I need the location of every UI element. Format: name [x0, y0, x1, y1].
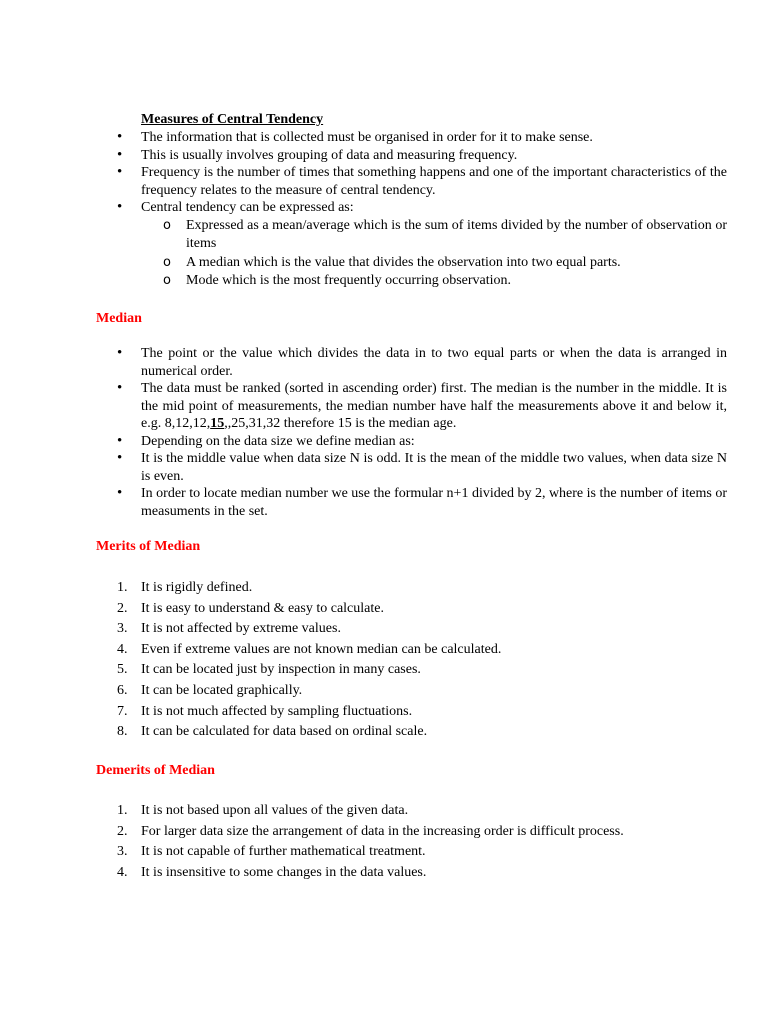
- median-heading: Median: [96, 311, 142, 326]
- list-item: • In order to locate median number we use the formular n+1 divided by 2, where is the number of items or measuments in the set.: [141, 485, 727, 520]
- list-item-text: It is not affected by extreme values.: [141, 621, 341, 637]
- list-item: • Depending on the data size we define median as:: [141, 433, 727, 451]
- list-item: • The point or the value which divides the data in to two equal parts or when the data is arranged in numerical order.: [141, 345, 727, 380]
- list-item: [117, 599, 727, 620]
- list-item-text: It is not based upon all values of the given data.: [141, 803, 409, 818]
- median-example-text-after: ,,25,31,32 therefore 15 is the median age.: [224, 416, 457, 431]
- list-item: o A median which is the value that divides the observation into two equal parts.: [186, 254, 727, 273]
- list-number: 8.: [117, 724, 128, 740]
- list-item-text: It can be calculated for data based on ordinal scale.: [141, 724, 428, 740]
- list-item: o Expressed as a mean/average which is the sum of items divided by the number of observation or items: [186, 217, 727, 254]
- list-item: [117, 863, 727, 884]
- list-item: • Frequency is the number of times that something happens and one of the important characteristics of the frequency relates to the measure of central tendency.: [141, 164, 727, 199]
- list-number: 7.: [117, 703, 128, 719]
- list-number: 5.: [117, 662, 128, 678]
- list-number: 1.: [117, 803, 128, 818]
- list-item: [141, 199, 727, 291]
- list-number: 2.: [117, 600, 128, 616]
- list-number: 3.: [117, 621, 128, 637]
- list-item-text: Central tendency can be expressed as:: [141, 200, 354, 215]
- list-item-text: It is rigidly defined.: [141, 580, 253, 595]
- list-item: [117, 681, 727, 702]
- list-item: [117, 640, 727, 661]
- central-tendency-forms-list: [141, 217, 727, 291]
- median-bullet-list: [141, 345, 727, 520]
- list-item: [117, 801, 727, 822]
- list-number: 4.: [117, 864, 128, 880]
- list-item: o Mode which is the most frequently occurring observation.: [186, 272, 727, 291]
- list-item: • This is usually involves grouping of data and measuring frequency.: [141, 147, 727, 165]
- list-number: 3.: [117, 844, 128, 860]
- list-item-text: It is easy to understand & easy to calculate.: [141, 600, 384, 616]
- list-item: [117, 619, 727, 640]
- demerits-list: [117, 801, 727, 883]
- list-item-text: It can be located graphically.: [141, 682, 303, 698]
- list-item: [117, 722, 727, 743]
- list-item: [117, 822, 727, 843]
- list-number: 2.: [117, 823, 128, 839]
- intro-bullet-list: [141, 129, 727, 291]
- list-number: 4.: [117, 641, 128, 657]
- list-item-text: It is not much affected by sampling fluctuations.: [141, 703, 413, 719]
- median-example-value: 15: [210, 416, 225, 431]
- list-item-text: For larger data size the arrangement of data in the increasing order is difficult process.: [141, 823, 624, 839]
- list-item: [117, 578, 727, 599]
- list-item-text: It can be located just by inspection in many cases.: [141, 662, 421, 678]
- list-number: 6.: [117, 682, 128, 698]
- demerits-heading: Demerits of Median: [96, 763, 215, 778]
- list-item: [117, 842, 727, 863]
- list-item-text: It is not capable of further mathematical treatment.: [141, 844, 426, 860]
- merits-heading: Merits of Median: [96, 539, 201, 554]
- merits-list: [117, 578, 727, 743]
- list-item: • The information that is collected must be organised in order for it to make sense.: [141, 129, 727, 147]
- list-number: 1.: [117, 580, 128, 595]
- list-item-text: It is insensitive to some changes in the data values.: [141, 864, 427, 880]
- list-item: [117, 702, 727, 723]
- document-title: Measures of Central Tendency: [141, 112, 324, 127]
- list-item: [141, 380, 727, 433]
- list-item: • It is the middle value when data size N is odd. It is the mean of the middle two values, when data size N is even.: [141, 450, 727, 485]
- list-item-text: Even if extreme values are not known median can be calculated.: [141, 641, 502, 657]
- median-example-text-before: The data must be ranked (sorted in ascending order) first. The median is the number in the middle. It is the mid point of measurements, the median number have half the measurements above it and below it, e.g. 8,12,12,: [141, 381, 727, 431]
- list-item: [117, 660, 727, 681]
